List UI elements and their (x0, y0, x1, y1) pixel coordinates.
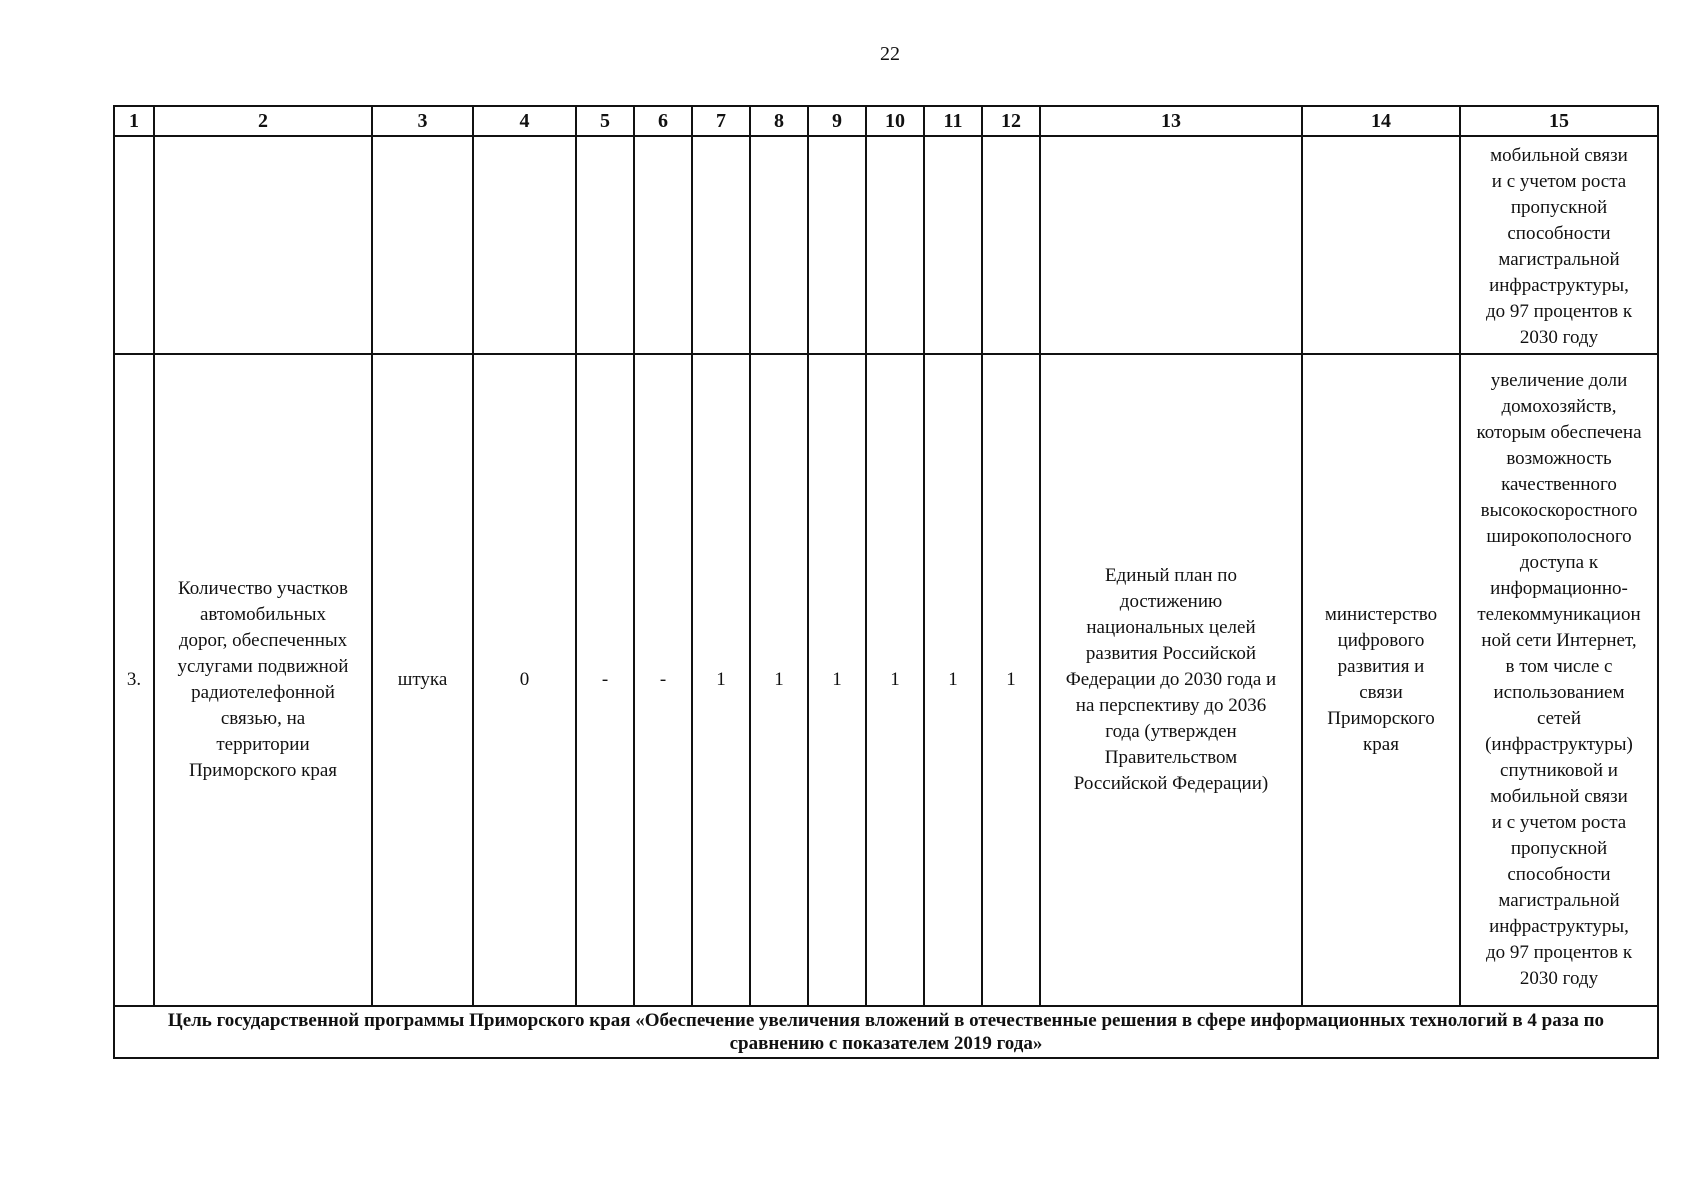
col-header-4: 4 (473, 106, 576, 136)
goal-link-cell: увеличение доли домохозяйств, которым обеспечена возможность качественного высокоскоростного широкополосного доступа к информационно- телекоммуникацион ной сети Интернет, в том числе с использованием сетей (инфраструктуры) спутниковой и мобильной связи и с учетом роста пропускной способности магистральной инфраструктуры, до 97 процентов к 2030 году (1460, 354, 1658, 1006)
empty-cell (982, 136, 1040, 354)
empty-cell (1040, 136, 1302, 354)
responsible-body-cell: министерство цифрового развития и связи Приморского края (1302, 354, 1460, 1006)
source-document-cell: Единый план по достижению национальных целей развития Российской Федерации до 2030 года и на перспективу до 2036 года (утвержден Правительством Российской Федерации) (1040, 354, 1302, 1006)
indicators-table (113, 105, 1659, 1059)
goal-row (114, 1006, 1658, 1058)
col-header-2: 2 (154, 106, 372, 136)
page-number: 22 (880, 43, 900, 65)
col-header-8: 8 (750, 106, 808, 136)
value-cell-12: 1 (982, 354, 1040, 1006)
empty-cell (692, 136, 750, 354)
value-cell-10: 1 (866, 354, 924, 1006)
col-header-3: 3 (372, 106, 473, 136)
col-header-9: 9 (808, 106, 866, 136)
col-header-15: 15 (1460, 106, 1658, 136)
empty-cell (576, 136, 634, 354)
empty-cell (808, 136, 866, 354)
empty-cell (924, 136, 982, 354)
empty-cell (114, 136, 154, 354)
col-header-12: 12 (982, 106, 1040, 136)
continuation-row (114, 136, 1658, 354)
col-header-6: 6 (634, 106, 692, 136)
empty-cell (750, 136, 808, 354)
col-header-5: 5 (576, 106, 634, 136)
table-row (114, 354, 1658, 1006)
col-header-13: 13 (1040, 106, 1302, 136)
value-cell-5: - (576, 354, 634, 1006)
empty-cell (372, 136, 473, 354)
base-value-cell: 0 (473, 354, 576, 1006)
empty-cell (866, 136, 924, 354)
indicator-name: Количество участков автомобильных дорог, обеспеченных услугами подвижной радиотелефонной связью, на территории Приморского края (154, 354, 372, 1006)
col-header-14: 14 (1302, 106, 1460, 136)
col-header-7: 7 (692, 106, 750, 136)
col-header-1: 1 (114, 106, 154, 136)
value-cell-11: 1 (924, 354, 982, 1006)
col-header-10: 10 (866, 106, 924, 136)
header-row (114, 106, 1658, 136)
empty-cell (473, 136, 576, 354)
empty-cell (634, 136, 692, 354)
value-cell-9: 1 (808, 354, 866, 1006)
program-goal-text: Цель государственной программы Приморского края «Обеспечение увеличения вложений в отечественные решения в сфере информационных технологий в 4 раза по сравнению с показателем 2019 года» (114, 1006, 1658, 1058)
empty-cell (154, 136, 372, 354)
value-cell-6: - (634, 354, 692, 1006)
empty-cell (1302, 136, 1460, 354)
col-header-11: 11 (924, 106, 982, 136)
value-cell-7: 1 (692, 354, 750, 1006)
unit-cell: штука (372, 354, 473, 1006)
value-cell-8: 1 (750, 354, 808, 1006)
continued-goal-link: мобильной связи и с учетом роста пропускной способности магистральной инфраструктуры, до 97 процентов к 2030 году (1460, 136, 1658, 354)
row-number: 3. (114, 354, 154, 1006)
